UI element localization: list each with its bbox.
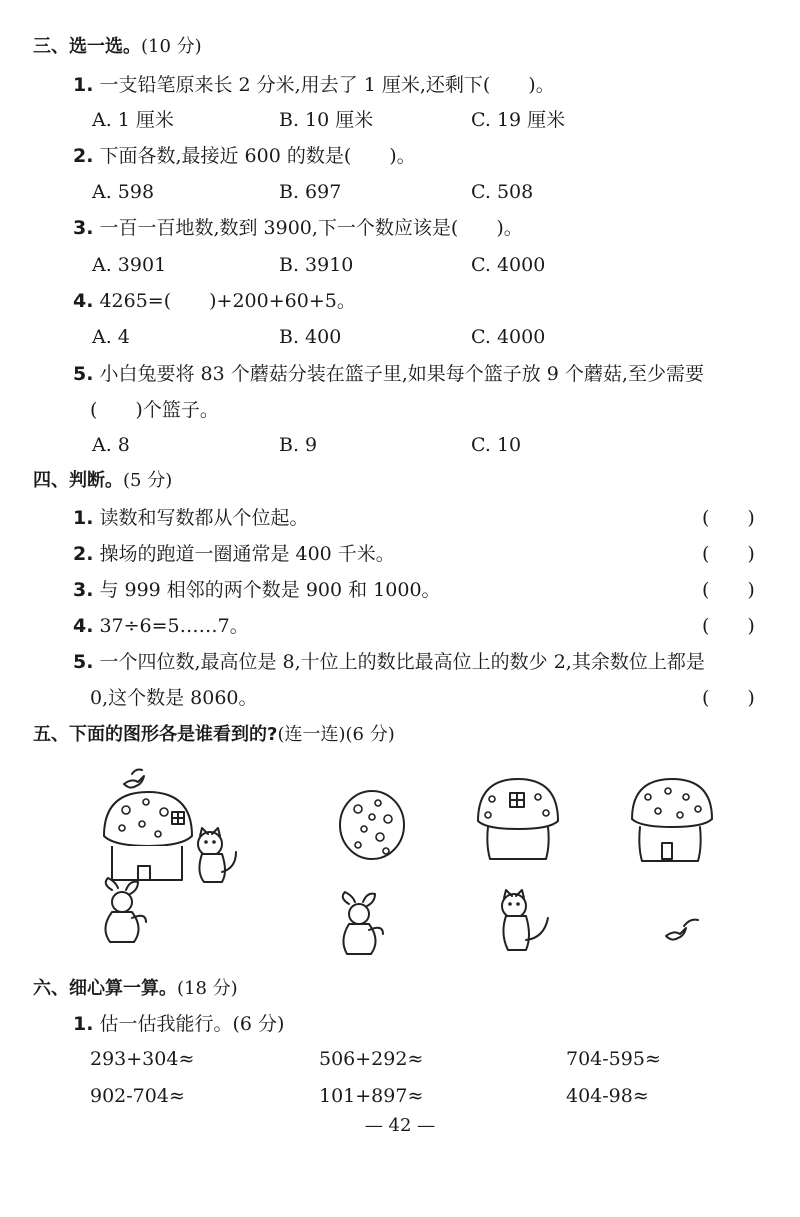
section5-heading xyxy=(33,726,395,744)
bird-observer-icon xyxy=(662,916,702,946)
q4-1: 1. 读数和写数都从个位起。 xyxy=(73,507,309,529)
estimate-4[interactable]: 902-704≈ xyxy=(90,1085,185,1107)
section6-heading xyxy=(33,980,238,998)
q3-2: 2. 下面各数,最接近 600 的数是( )。 xyxy=(73,145,416,167)
cat-icon xyxy=(198,828,236,882)
q3-5: 5. 小白兔要将 83 个蘑菇分装在篮子里,如果每个篮子放 9 个蘑菇,至少需要 xyxy=(73,363,704,385)
q4-4-answer-blank[interactable]: ( ) xyxy=(702,615,755,637)
section4-heading xyxy=(33,472,172,490)
view-mushroom-side xyxy=(628,775,718,870)
q4-3-answer-blank[interactable]: ( ) xyxy=(702,579,755,601)
q4-1-answer-blank[interactable]: ( ) xyxy=(702,507,755,529)
page-number: — 42 — xyxy=(364,1115,436,1136)
q3-2-option-b[interactable]: B. 697 xyxy=(279,181,342,203)
rabbit-observer-icon xyxy=(333,890,393,960)
q4-5-continued: 0,这个数是 8060。 xyxy=(90,687,258,709)
view-mushroom-front xyxy=(474,775,564,865)
q3-4: 4. 4265=( )+200+60+5。 xyxy=(73,290,356,312)
estimate-1[interactable]: 293+304≈ xyxy=(90,1048,195,1070)
q4-5: 5. 一个四位数,最高位是 8,十位上的数比最高位上的数少 2,其余数位上都是 xyxy=(73,651,705,673)
q3-3-option-b[interactable]: B. 3910 xyxy=(279,254,354,276)
q3-4-option-a[interactable]: A. 4 xyxy=(92,326,130,348)
estimate-5[interactable]: 101+897≈ xyxy=(319,1085,424,1107)
q4-4: 4. 37÷6=5……7。 xyxy=(73,615,249,637)
q3-3-option-a[interactable]: A. 3901 xyxy=(92,254,167,276)
mushroom-house-icon xyxy=(104,792,192,880)
q4-5-answer-blank[interactable]: ( ) xyxy=(702,687,755,709)
estimate-2[interactable]: 506+292≈ xyxy=(319,1048,424,1070)
section5-points: (连一连)(6 分) xyxy=(277,724,395,745)
q3-1-option-c[interactable]: C. 19 厘米 xyxy=(471,109,566,131)
scene-illustration xyxy=(92,762,272,962)
rabbit-icon xyxy=(105,878,146,942)
q3-5-option-c[interactable]: C. 10 xyxy=(471,434,522,456)
q3-3-option-c[interactable]: C. 4000 xyxy=(471,254,546,276)
view-top-circle xyxy=(336,785,416,865)
q3-4-option-b[interactable]: B. 400 xyxy=(279,326,342,348)
section3-heading xyxy=(33,38,202,56)
q4-2-answer-blank[interactable]: ( ) xyxy=(702,543,755,565)
q3-4-option-c[interactable]: C. 4000 xyxy=(471,326,546,348)
section3-title: 三、选一选。 xyxy=(33,36,141,57)
section5-title: 五、下面的图形各是谁看到的? xyxy=(33,724,278,745)
bird-icon xyxy=(124,770,144,788)
q3-2-option-a[interactable]: A. 598 xyxy=(92,181,155,203)
q4-3: 3. 与 999 相邻的两个数是 900 和 1000。 xyxy=(73,579,441,601)
q3-2-option-c[interactable]: C. 508 xyxy=(471,181,534,203)
q3-1: 1. 一支铅笔原来长 2 分米,用去了 1 厘米,还剩下( )。 xyxy=(73,74,555,96)
q3-5-option-b[interactable]: B. 9 xyxy=(279,434,318,456)
section4-points: (5 分) xyxy=(123,470,173,491)
q3-1-option-a[interactable]: A. 1 厘米 xyxy=(92,109,174,131)
q4-2: 2. 操场的跑道一圈通常是 400 千米。 xyxy=(73,543,395,565)
estimate-6[interactable]: 404-98≈ xyxy=(566,1085,649,1107)
q3-1-option-b[interactable]: B. 10 厘米 xyxy=(279,109,374,131)
q3-3: 3. 一百一百地数,数到 3900,下一个数应该是( )。 xyxy=(73,217,523,239)
q3-5-option-a[interactable]: A. 8 xyxy=(92,434,130,456)
section6-sub1: 1. 估一估我能行。(6 分) xyxy=(73,1013,285,1035)
section4-title: 四、判断。 xyxy=(33,470,123,491)
estimate-3[interactable]: 704-595≈ xyxy=(566,1048,661,1070)
cat-observer-icon xyxy=(490,888,560,958)
section6-title: 六、细心算一算。 xyxy=(33,978,177,999)
section6-points: (18 分) xyxy=(177,978,238,999)
section3-points: (10 分) xyxy=(141,36,202,57)
q3-5-continued: ( )个篮子。 xyxy=(90,399,219,421)
